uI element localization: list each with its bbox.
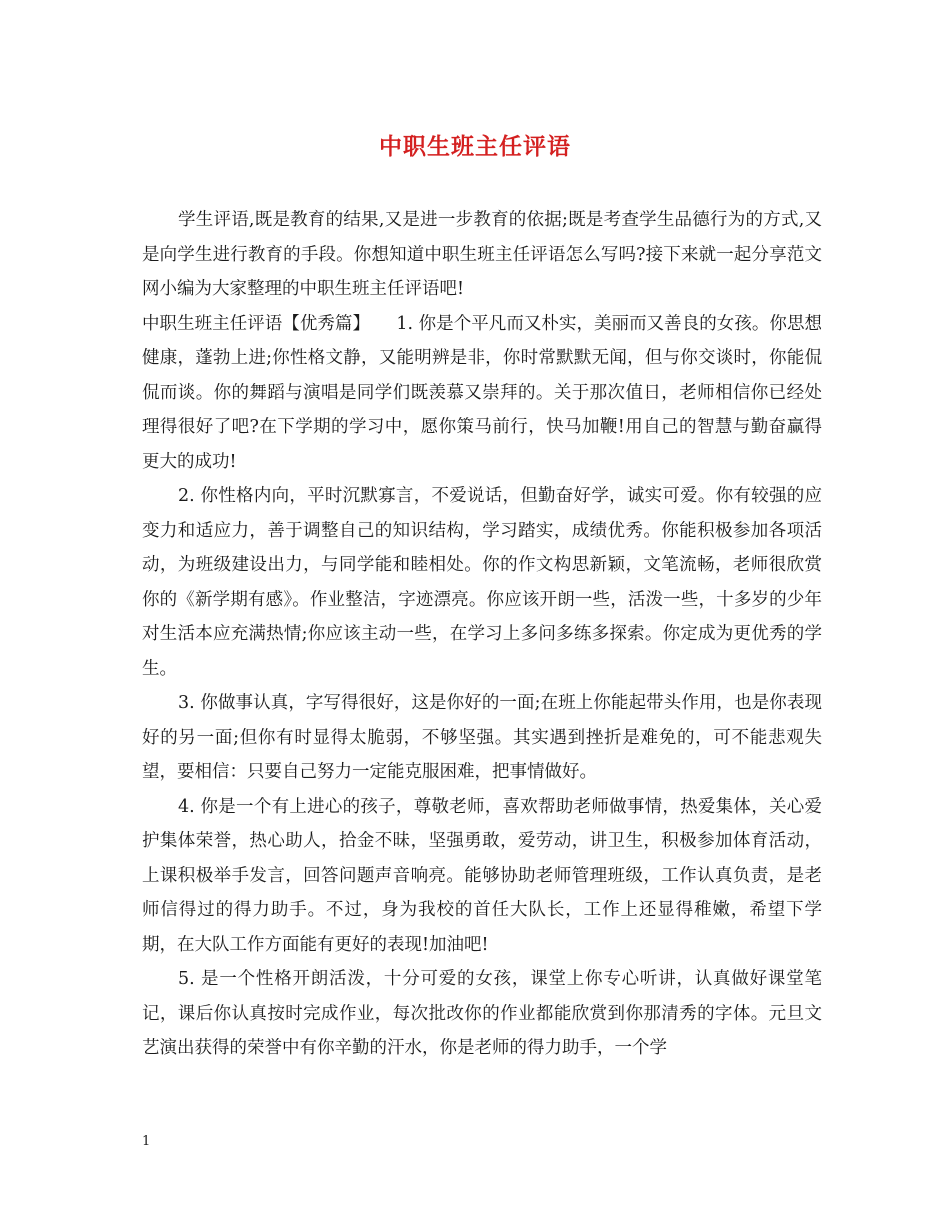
intro-paragraph: 学生评语,既是教育的结果,又是进一步教育的依据;既是考查学生品德行为的方式,又是向学生进行教育的手段。你想知道中职生班主任评语怎么写吗?接下来就一起分享范文网小编为大家整理的中职生班主任评语吧!	[142, 210, 822, 299]
comment-item-2: 2. 你性格内向，平时沉默寡言，不爱说话，但勤奋好学，诚实可爱。你有较强的应变力和适应力，善于调整自己的知识结构，学习踏实，成绩优秀。你能积极参加各项活动，为班级建设出力，与同学能和睦相处。你的作文构思新颖，文笔流畅，老师很欣赏你的《新学期有感》。作业整洁，字迹漂亮。你应该开朗一些，活泼一些，十多岁的少年对生活本应充满热情;你应该主动一些，在学习上多问多练多探索。你定成为更优秀的学生。	[142, 486, 822, 679]
comment-item-5: 5. 是一个性格开朗活泼，十分可爱的女孩，课堂上你专心听讲，认真做好课堂笔记，课后你认真按时完成作业，每次批改你的作业都能欣赏到你那清秀的字体。元旦文艺演出获得的荣誉中有你辛勤的汗水，你是老师的得力助手，一个学	[142, 969, 822, 1058]
document-body	[142, 203, 822, 1066]
comment-item-4: 4. 你是一个有上进心的孩子，尊敬老师，喜欢帮助老师做事情，热爱集体，关心爱护集体荣誉，热心助人，拾金不昧，坚强勇敢，爱劳动，讲卫生，积极参加体育活动，上课积极举手发言，回答问题声音响亮。能够协助老师管理班级，工作认真负责，是老师信得过的得力助手。不过，身为我校的首任大队长，工作上还显得稚嫩，希望下学期，在大队工作方面能有更好的表现!加油吧!	[142, 796, 822, 955]
document-title: 中职生班主任评语	[379, 133, 571, 160]
comment-item-3: 3. 你做事认真，字写得很好，这是你好的一面;在班上你能起带头作用，也是你表现好的另一面;但你有时显得太脆弱，不够坚强。其实遇到挫折是难免的，可不能悲观失望，要相信：只要自己努力一定能克服困难，把事情做好。	[142, 693, 822, 782]
page-number: 1	[142, 1134, 151, 1149]
section-heading-with-item-1: 中职生班主任评语【优秀篇】 1. 你是个平凡而又朴实，美丽而又善良的女孩。你思想健康，蓬勃上进;你性格文静，又能明辨是非，你时常默默无闻，但与你交谈时，你能侃侃而谈。你的舞蹈与演唱是同学们既羡慕又崇拜的。关于那次值日，老师相信你已经处理得很好了吧?在下学期的学习中，愿你策马前行，快马加鞭!用自己的智慧与勤奋赢得更大的成功!	[142, 313, 822, 472]
